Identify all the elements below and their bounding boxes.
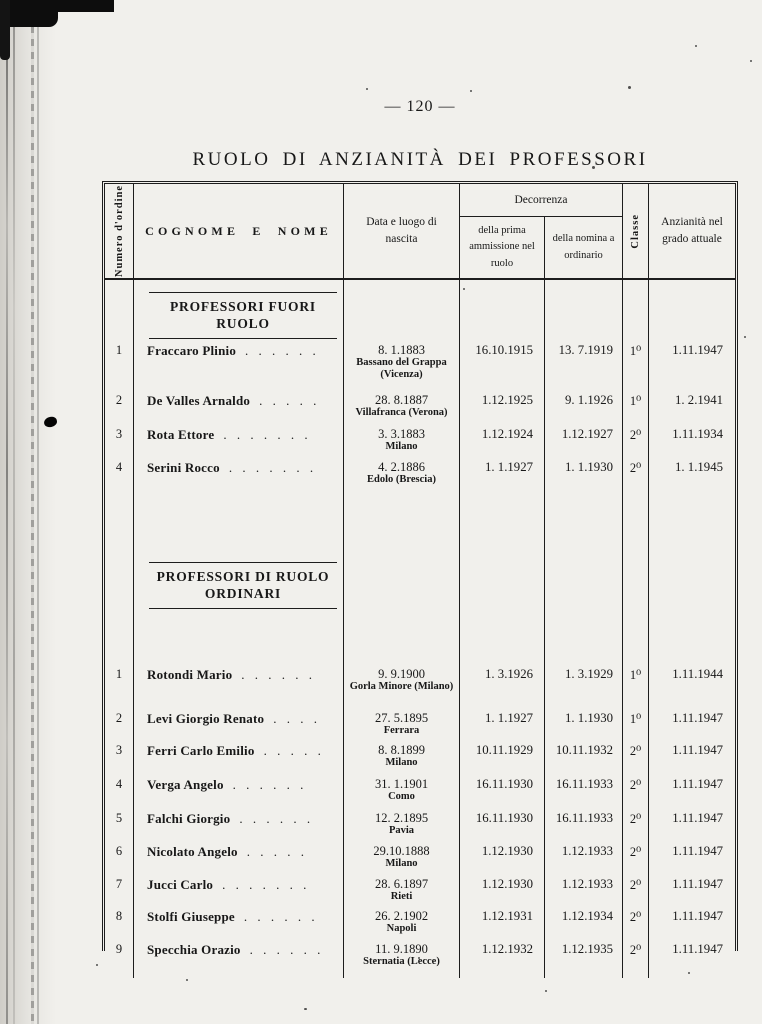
document-title: RUOLO DI ANZIANITÀ DEI PROFESSORI (192, 149, 648, 170)
empty-cell (545, 544, 623, 609)
row-number: 4 (105, 456, 134, 544)
section-header-row (105, 544, 735, 609)
dot-leader: . . . . (273, 711, 317, 726)
section-title: PROFESSORI DI RUOLO ORDINARI (149, 562, 337, 609)
birth-date: 8. 8.1899 (378, 743, 425, 757)
professor-name-cell (134, 456, 344, 544)
birth-date: 8. 1.1883 (378, 343, 425, 357)
birth-date: 27. 5.1895 (374, 711, 429, 725)
birth-place: Milano (385, 757, 418, 768)
section-title: PROFESSORI FUORI RUOLO (149, 292, 337, 339)
professor-name-cell (134, 653, 344, 707)
table-row (105, 707, 735, 739)
table-row (105, 423, 735, 456)
admission-date: 1. 3.1926 (460, 653, 545, 707)
dot-leader: . . . . . . . (223, 427, 308, 442)
professor-name-cell (134, 389, 344, 423)
dot-leader: . . . . . (246, 844, 304, 859)
admission-date: 16.11.1930 (460, 807, 545, 840)
birth-cell (344, 873, 460, 905)
table-row (105, 773, 735, 807)
empty-cell (623, 609, 649, 653)
birth-cell (344, 339, 460, 389)
professor-name-cell (134, 773, 344, 807)
admission-date: 1. 1.1927 (460, 456, 545, 544)
nomination-date: 1.12.1933 (545, 873, 623, 905)
empty-cell (623, 544, 649, 609)
empty-cell (344, 280, 460, 339)
professor-name-cell (134, 873, 344, 905)
empty-cell (545, 609, 623, 653)
professor-name: Nicolato Angelo (147, 844, 238, 859)
table-header (105, 184, 735, 280)
scan-binding-streak (6, 0, 8, 1024)
header-cognome-nome: COGNOME E NOME (134, 184, 344, 278)
birth-place: Edolo (Brescia) (367, 474, 436, 485)
nomination-date: 1. 1.1930 (545, 707, 623, 739)
admission-date: 16.11.1930 (460, 773, 545, 807)
nomination-date: 1. 3.1929 (545, 653, 623, 707)
birth-date: 29.10.1888 (373, 844, 430, 858)
page-number: — 120 — (384, 98, 456, 115)
scan-speck (695, 45, 697, 47)
birth-date: 31. 1.1901 (374, 777, 429, 791)
classe-value: 2⁰ (623, 840, 649, 873)
birth-date: 12. 2.1895 (374, 811, 429, 825)
birth-place: Gorla Minore (Milano) (349, 681, 454, 692)
table-row (105, 873, 735, 905)
row-number: 4 (105, 773, 134, 807)
birth-date: 28. 6.1897 (374, 877, 429, 891)
birth-cell (344, 938, 460, 978)
dot-leader: . . . . . . (241, 667, 313, 682)
header-data-luogo-nascita: Data e luogo di nascita (344, 184, 460, 278)
classe-value: 1⁰ (623, 339, 649, 389)
header-numero-ordine (105, 184, 134, 278)
professor-name: De Valles Arnaldo (147, 393, 251, 408)
birth-cell (344, 840, 460, 873)
row-number: 6 (105, 840, 134, 873)
scan-binding-streak (13, 0, 15, 1024)
scan-speck (366, 88, 368, 90)
dot-leader: . . . . . . (239, 811, 311, 826)
table-row (105, 739, 735, 773)
header-classe-label: Classe (630, 213, 641, 249)
seniority-date: 1.11.1947 (672, 942, 723, 956)
birth-place: Como (388, 791, 415, 802)
seniority-date: 1.11.1947 (672, 711, 723, 725)
professor-name: Ferri Carlo Emilio (147, 743, 255, 758)
section-title-cell (134, 544, 344, 609)
header-prima-ammissione: della prima ammissione nel ruolo (460, 217, 545, 278)
professor-name: Falchi Giorgio (147, 811, 231, 826)
seniority-date: 1.11.1947 (672, 811, 723, 825)
professor-name: Levi Giorgio Renato (147, 711, 265, 726)
row-number: 3 (105, 739, 134, 773)
header-decorrenza-group (460, 184, 623, 278)
professor-name-cell (134, 423, 344, 456)
header-nomina-ordinario: della nomina a ordinario (552, 233, 615, 261)
nomination-date: 13. 7.1919 (545, 339, 623, 389)
nomination-date: 1. 1.1930 (545, 456, 623, 544)
professor-name-cell (134, 739, 344, 773)
birth-place: Milano (385, 441, 418, 452)
empty-cell (344, 544, 460, 609)
classe-value: 2⁰ (623, 938, 649, 978)
empty-cell (134, 609, 344, 653)
table-row (105, 840, 735, 873)
dot-leader: . . . . . . (243, 909, 315, 924)
row-number: 2 (105, 389, 134, 423)
admission-date: 1. 1.1927 (460, 707, 545, 739)
birth-cell (344, 653, 460, 707)
professor-name-cell (134, 807, 344, 840)
header-classe (623, 184, 649, 278)
row-number: 1 (105, 339, 134, 389)
empty-cell (105, 609, 134, 653)
professor-name: Verga Angelo (147, 777, 224, 792)
nomination-date: 1.12.1935 (545, 938, 623, 978)
professor-name: Rota Ettore (147, 427, 215, 442)
dot-leader: . . . . . . (232, 777, 304, 792)
admission-date: 1.12.1932 (460, 938, 545, 978)
birth-date: 3. 3.1883 (378, 427, 425, 441)
table-row (105, 807, 735, 840)
seniority-date: 1.11.1947 (672, 743, 723, 757)
seniority-date: 1.11.1947 (672, 343, 723, 357)
row-number: 5 (105, 807, 134, 840)
nomination-date: 9. 1.1926 (545, 389, 623, 423)
empty-cell (105, 280, 134, 339)
admission-date: 10.11.1929 (460, 739, 545, 773)
professor-name: Serini Rocco (147, 460, 220, 475)
nomination-date: 1.12.1927 (545, 423, 623, 456)
scan-black-edge-left (0, 0, 10, 60)
classe-value: 1⁰ (623, 389, 649, 423)
admission-date: 1.12.1931 (460, 905, 545, 938)
admission-date: 1.12.1930 (460, 840, 545, 873)
empty-cell (545, 280, 623, 339)
professor-name: Specchia Orazio (147, 942, 241, 957)
table-row (105, 339, 735, 389)
birth-place: Sternatia (Lecce) (363, 956, 440, 967)
seniority-date: 1. 2.1941 (675, 393, 723, 407)
empty-cell (105, 544, 134, 609)
dot-leader: . . . . . . (249, 942, 321, 957)
scan-speck (470, 90, 472, 92)
section-header-row (105, 280, 735, 339)
dot-leader: . . . . . . . (228, 460, 314, 475)
birth-date: 11. 9.1890 (375, 942, 428, 956)
row-number: 9 (105, 938, 134, 978)
scan-speck (304, 1008, 307, 1010)
empty-cell (649, 544, 735, 609)
scan-speck (96, 964, 98, 966)
birth-place: Rieti (390, 891, 413, 902)
admission-date: 1.12.1930 (460, 873, 545, 905)
scan-speck (750, 60, 752, 62)
professor-name-cell (134, 938, 344, 978)
seniority-date: 1.11.1947 (672, 777, 723, 791)
table-row (105, 389, 735, 423)
nomination-date: 16.11.1933 (545, 773, 623, 807)
birth-date: 4. 2.1886 (378, 460, 425, 474)
row-number: 1 (105, 653, 134, 707)
birth-cell (344, 707, 460, 739)
professor-name-cell (134, 840, 344, 873)
birth-cell (344, 389, 460, 423)
nomination-date: 16.11.1933 (545, 807, 623, 840)
classe-value: 1⁰ (623, 707, 649, 739)
header-decorrenza: Decorrenza (460, 184, 622, 217)
birth-cell (344, 423, 460, 456)
classe-value: 2⁰ (623, 739, 649, 773)
header-anzianita: Anzianità nel grado attuale (661, 215, 723, 245)
scan-speck (744, 336, 746, 338)
professor-name: Rotondi Mario (147, 667, 233, 682)
header-numero-ordine-label: Numero d'ordine (113, 184, 125, 278)
professor-name-cell (134, 707, 344, 739)
scan-binding-streak (31, 0, 34, 1024)
nomination-date: 1.12.1934 (545, 905, 623, 938)
birth-place: Bassano del Grappa (Vicenza) (356, 357, 447, 380)
empty-cell (460, 280, 545, 339)
birth-cell (344, 456, 460, 544)
seniority-date: 1.11.1934 (672, 427, 723, 441)
birth-cell (344, 773, 460, 807)
scan-speck (186, 979, 188, 981)
classe-value: 2⁰ (623, 873, 649, 905)
empty-cell (649, 280, 735, 339)
seniority-date: 1.11.1947 (672, 909, 723, 923)
birth-cell (344, 905, 460, 938)
scan-gutter-shadow (0, 0, 56, 1024)
scan-binding-streak (37, 0, 39, 1024)
spacer-row (105, 609, 735, 653)
professor-name: Stolfi Giuseppe (147, 909, 235, 924)
birth-date: 26. 2.1902 (374, 909, 429, 923)
birth-place: Villafranca (Verona) (355, 407, 448, 418)
seniority-date: 1.11.1947 (672, 844, 723, 858)
seniority-date: 1.11.1947 (672, 877, 723, 891)
scan-speck (545, 990, 547, 992)
birth-cell (344, 739, 460, 773)
seniority-date: 1. 1.1945 (675, 460, 723, 474)
professor-name-cell (134, 905, 344, 938)
empty-cell (344, 609, 460, 653)
table-row (105, 905, 735, 938)
birth-place: Pavia (388, 825, 415, 836)
seniority-table (102, 181, 738, 967)
birth-place: Napoli (386, 923, 417, 934)
dot-leader: . . . . . . . (222, 877, 307, 892)
birth-place: Milano (385, 858, 418, 869)
dot-leader: . . . . . . (245, 343, 316, 358)
dot-leader: . . . . . (263, 743, 321, 758)
row-number: 8 (105, 905, 134, 938)
classe-value: 2⁰ (623, 773, 649, 807)
classe-value: 1⁰ (623, 653, 649, 707)
classe-value: 2⁰ (623, 423, 649, 456)
birth-date: 9. 9.1900 (378, 667, 425, 681)
classe-value: 2⁰ (623, 456, 649, 544)
table-row (105, 938, 735, 978)
nomination-date: 1.12.1933 (545, 840, 623, 873)
classe-value: 2⁰ (623, 807, 649, 840)
empty-cell (649, 609, 735, 653)
classe-value: 2⁰ (623, 905, 649, 938)
table-row (105, 653, 735, 707)
empty-cell (623, 280, 649, 339)
professor-name-cell (134, 339, 344, 389)
admission-date: 1.12.1924 (460, 423, 545, 456)
row-number: 7 (105, 873, 134, 905)
row-number: 2 (105, 707, 134, 739)
table-row (105, 456, 735, 544)
birth-date: 28. 8.1887 (374, 393, 429, 407)
row-number: 3 (105, 423, 134, 456)
nomination-date: 10.11.1932 (545, 739, 623, 773)
dot-leader: . . . . . (259, 393, 317, 408)
section-title-cell (134, 280, 344, 339)
professor-name: Fraccaro Plinio (147, 343, 237, 358)
empty-cell (460, 609, 545, 653)
birth-cell (344, 807, 460, 840)
professor-name: Jucci Carlo (147, 877, 214, 892)
empty-cell (460, 544, 545, 609)
scan-speck (628, 86, 631, 89)
admission-date: 16.10.1915 (460, 339, 545, 389)
seniority-date: 1.11.1944 (672, 667, 723, 681)
birth-place: Ferrara (383, 725, 420, 736)
admission-date: 1.12.1925 (460, 389, 545, 423)
